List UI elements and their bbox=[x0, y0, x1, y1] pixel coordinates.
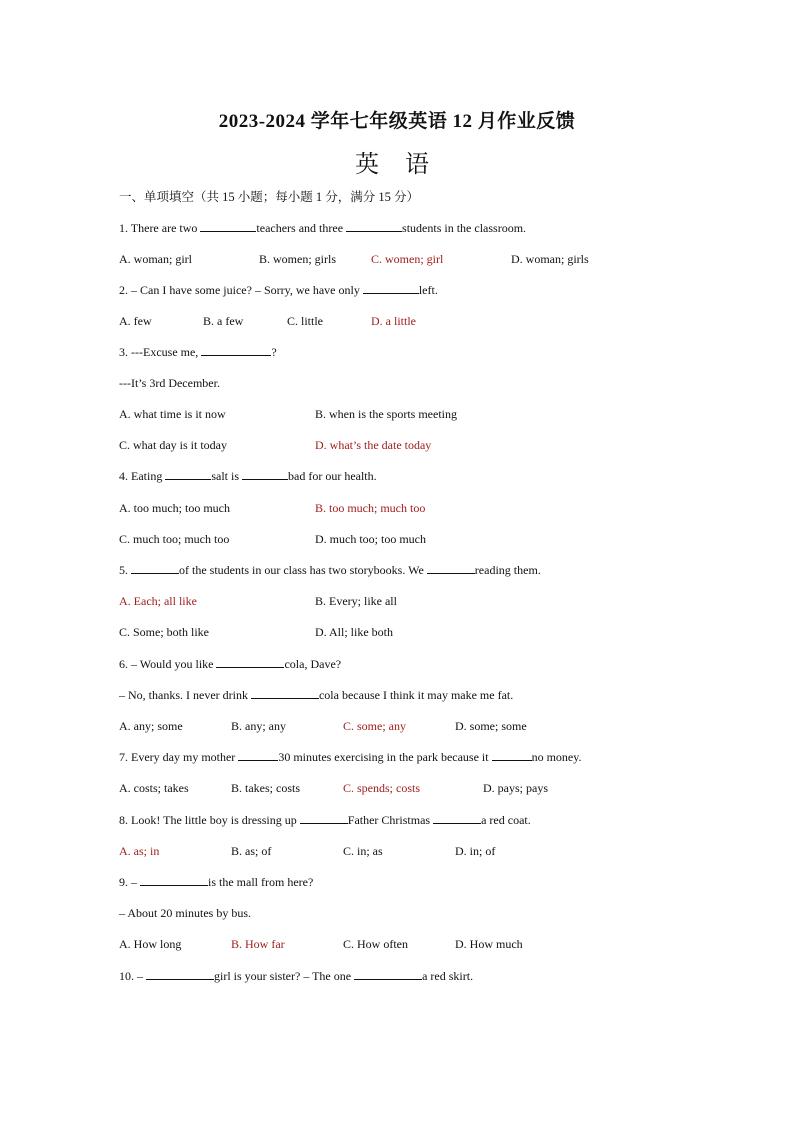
question-text: 10. – bbox=[119, 969, 146, 983]
option-a-answer: A. Each; all like bbox=[119, 594, 197, 608]
question-4 bbox=[119, 469, 377, 484]
answer-blank bbox=[140, 875, 208, 886]
answer-blank bbox=[363, 283, 419, 294]
question-text: of the students in our class has two storybooks. We bbox=[179, 563, 427, 577]
question-10 bbox=[119, 969, 473, 984]
option-d: D. pays; pays bbox=[483, 781, 548, 795]
question-1 bbox=[119, 221, 526, 236]
option-c: C. Some; both like bbox=[119, 625, 209, 639]
option-a: A. any; some bbox=[119, 719, 183, 733]
question-text: cola because I think it may make me fat. bbox=[318, 688, 514, 702]
answer-blank bbox=[433, 813, 481, 824]
answer-blank bbox=[242, 469, 288, 480]
option-b-answer: B. too much; much too bbox=[315, 501, 426, 515]
option-a: A. How long bbox=[119, 937, 182, 951]
question-text: no money. bbox=[531, 750, 582, 764]
document-title: 2023-2024 学年七年级英语 12 月作业反馈 bbox=[218, 111, 576, 132]
answer-blank bbox=[238, 750, 278, 761]
question-3-response: ---It’s 3rd December. bbox=[119, 376, 220, 390]
answer-blank bbox=[354, 969, 422, 980]
question-text: 9. – bbox=[119, 875, 140, 889]
answer-blank bbox=[427, 563, 475, 574]
answer-blank bbox=[201, 345, 271, 356]
option-d: D. in; of bbox=[455, 844, 496, 858]
question-text: 7. Every day my mother bbox=[119, 750, 239, 764]
answer-blank bbox=[146, 969, 214, 980]
section-heading: 一、单项填空（共 15 小题；每小题 1 分，满分 15 分） bbox=[119, 190, 420, 204]
question-text: is the mall from here? bbox=[208, 875, 314, 889]
question-text: teachers and three bbox=[256, 221, 347, 235]
option-b: B. a few bbox=[203, 314, 244, 328]
option-c: C. what day is it today bbox=[119, 438, 227, 452]
question-text: 1. There are two bbox=[119, 221, 201, 235]
question-2 bbox=[119, 283, 438, 298]
question-6 bbox=[119, 657, 341, 672]
option-b-answer: B. How far bbox=[231, 937, 285, 951]
question-text: reading them. bbox=[474, 563, 541, 577]
option-c: C. How often bbox=[343, 937, 408, 951]
question-text: girl is your sister? – The one bbox=[214, 969, 355, 983]
option-c-answer: C. spends; costs bbox=[343, 781, 421, 795]
question-9 bbox=[119, 875, 313, 890]
question-8 bbox=[119, 813, 531, 828]
option-a: A. few bbox=[119, 314, 152, 328]
option-b: B. as; of bbox=[231, 844, 272, 858]
question-text: 4. Eating bbox=[119, 469, 166, 483]
option-a-answer: A. as; in bbox=[119, 844, 160, 858]
option-c-answer: C. some; any bbox=[343, 719, 406, 733]
question-text: 2. – Can I have some juice? – Sorry, we have only bbox=[119, 283, 363, 297]
option-d: D. woman; girls bbox=[511, 252, 589, 266]
option-a: A. too much; too much bbox=[119, 501, 230, 515]
option-d-answer: D. a little bbox=[371, 314, 416, 328]
question-3 bbox=[119, 345, 277, 360]
option-a: A. woman; girl bbox=[119, 252, 192, 266]
subject-heading: 英 语 bbox=[355, 152, 439, 178]
answer-blank bbox=[251, 688, 319, 699]
option-a: A. costs; takes bbox=[119, 781, 189, 795]
question-text: 8. Look! The little boy is dressing up bbox=[119, 813, 300, 827]
question-text: Father Christmas bbox=[347, 813, 434, 827]
answer-blank bbox=[165, 469, 211, 480]
option-d: D. much too; too much bbox=[315, 532, 426, 546]
answer-blank bbox=[216, 657, 284, 668]
question-text: 6. – Would you like bbox=[119, 657, 217, 671]
option-c-answer: C. women; girl bbox=[371, 252, 444, 266]
option-a: A. what time is it now bbox=[119, 407, 226, 421]
option-c: C. much too; much too bbox=[119, 532, 230, 546]
option-b: B. takes; costs bbox=[231, 781, 300, 795]
question-7 bbox=[119, 750, 581, 765]
answer-blank bbox=[346, 221, 402, 232]
question-text: students in the classroom. bbox=[402, 221, 527, 235]
answer-blank bbox=[200, 221, 256, 232]
option-c: C. in; as bbox=[343, 844, 383, 858]
question-text: ? bbox=[271, 345, 277, 359]
option-b: B. women; girls bbox=[259, 252, 336, 266]
question-text: cola, Dave? bbox=[284, 657, 342, 671]
question-text: bad for our health. bbox=[288, 469, 377, 483]
answer-blank bbox=[492, 750, 532, 761]
question-text: – No, thanks. I never drink bbox=[119, 688, 251, 702]
question-text: 5. bbox=[119, 563, 131, 577]
question-9-response: – About 20 minutes by bus. bbox=[119, 906, 252, 920]
question-text: 3. ---Excuse me, bbox=[119, 345, 202, 359]
option-b: B. any; any bbox=[231, 719, 286, 733]
question-text: 30 minutes exercising in the park because it bbox=[278, 750, 492, 764]
question-text: left. bbox=[418, 283, 438, 297]
option-d: D. some; some bbox=[455, 719, 527, 733]
question-6-response bbox=[119, 688, 513, 703]
option-b: B. when is the sports meeting bbox=[315, 407, 457, 421]
answer-blank bbox=[131, 563, 179, 574]
question-5 bbox=[119, 563, 541, 578]
question-text: a red skirt. bbox=[422, 969, 474, 983]
option-d-answer: D. what’s the date today bbox=[315, 438, 432, 452]
option-d: D. All; like both bbox=[315, 625, 393, 639]
option-c: C. little bbox=[287, 314, 323, 328]
answer-blank bbox=[300, 813, 348, 824]
option-b: B. Every; like all bbox=[315, 594, 397, 608]
question-text: salt is bbox=[211, 469, 242, 483]
option-d: D. How much bbox=[455, 937, 523, 951]
question-text: a red coat. bbox=[481, 813, 531, 827]
